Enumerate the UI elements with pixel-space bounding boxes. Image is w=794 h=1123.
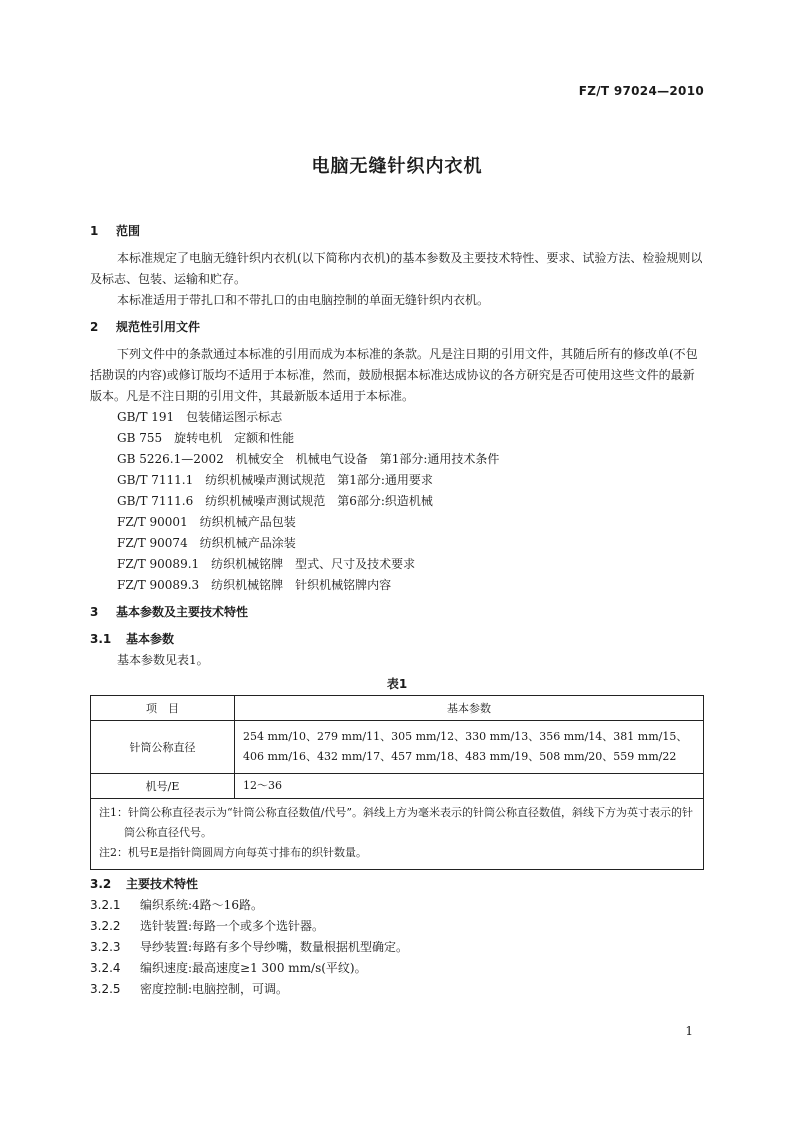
table-cell-value: 254 mm/10、279 mm/11、305 mm/12、330 mm/13、356 mm/14、381 mm/15、406 mm/16、432 mm/17、457 mm/18、483 mm/19、508 mm/20、559 mm/22 [235, 721, 704, 774]
page-number: 1 [685, 1024, 693, 1038]
item-text: 选针装置:每路一个或多个选针器。 [140, 919, 325, 933]
section-number: 3 [90, 605, 99, 619]
paragraph: 本标准规定了电脑无缝针织内衣机(以下简称内衣机)的基本参数及主要技术特性、要求、试验方法、检验规则以及标志、包装、运输和贮存。 [90, 251, 703, 286]
table-header-cell: 项 目 [91, 696, 235, 721]
parameters-table [90, 695, 704, 870]
item-number: 3.2.4 [90, 961, 121, 975]
reference-item: FZ/T 90089.3 纺织机械铭牌 针织机械铭牌内容 [117, 578, 392, 592]
document-title: 电脑无缝针织内衣机 [311, 156, 483, 177]
item-text: 密度控制:电脑控制，可调。 [140, 982, 289, 996]
section-number: 3.2 [90, 877, 112, 891]
list-item [90, 958, 704, 979]
list-item [90, 895, 704, 916]
section-3-2-heading [90, 874, 704, 895]
section-title: 基本参数 [126, 632, 175, 646]
section-title: 基本参数及主要技术特性 [116, 605, 249, 619]
reference-item: GB/T 7111.6 纺织机械噪声测试规范 第6部分:织造机械 [117, 494, 433, 508]
table-header-row [91, 696, 704, 721]
item-number: 3.2.1 [90, 898, 121, 912]
table-caption: 表1 [386, 677, 408, 691]
reference-item: FZ/T 90074 纺织机械产品涂装 [117, 536, 296, 550]
table-cell-label: 机号/E [91, 774, 235, 799]
section-3-1-heading [90, 629, 704, 650]
item-number: 3.2.3 [90, 940, 121, 954]
section-number: 2 [90, 320, 99, 334]
item-text: 编织速度:最高速度≥1 300 mm/s(平纹)。 [140, 961, 367, 975]
document-body [90, 221, 704, 1000]
table-row [91, 721, 704, 774]
table-header-cell: 基本参数 [235, 696, 704, 721]
item-number: 3.2.5 [90, 982, 121, 996]
paragraph: 基本参数见表1。 [117, 653, 209, 667]
reference-item: FZ/T 90089.1 纺织机械铭牌 型式、尺寸及技术要求 [117, 557, 416, 571]
reference-item: GB/T 191 包装储运图示标志 [117, 410, 283, 424]
paragraph: 下列文件中的条款通过本标准的引用而成为本标准的条款。凡是注日期的引用文件，其随后所有的修改单(不包括勘误的内容)或修订版均不适用于本标准，然而，鼓励根据本标准达成协议的各方研究是否可使用这些文件的最新版本。凡是不注日期的引用文件，其最新版本适用于本标准。 [90, 347, 698, 403]
table-note: 注2：机号E是指针筒圆周方向每英寸排布的织针数量。 [99, 846, 368, 859]
section-title: 规范性引用文件 [116, 320, 201, 334]
section-title: 主要技术特性 [126, 877, 199, 891]
section-number: 3.1 [90, 632, 112, 646]
item-text: 导纱装置:每路有多个导纱嘴，数量根据机型确定。 [140, 940, 409, 954]
reference-item: GB 5226.1—2002 机械安全 机械电气设备 第1部分:通用技术条件 [117, 452, 500, 466]
item-text: 编织系统:4路～16路。 [140, 898, 263, 912]
section-2-heading [90, 317, 704, 338]
section-number: 1 [90, 224, 99, 238]
list-item [90, 937, 704, 958]
table-notes [91, 799, 704, 870]
reference-item: GB/T 7111.1 纺织机械噪声测试规范 第1部分:通用要求 [117, 473, 433, 487]
document-code: FZ/T 97024—2010 [578, 84, 704, 98]
table-cell-value: 12～36 [235, 774, 704, 799]
list-item [90, 916, 704, 937]
paragraph: 本标准适用于带扎口和不带扎口的由电脑控制的单面无缝针织内衣机。 [117, 293, 490, 307]
item-number: 3.2.2 [90, 919, 121, 933]
table-note: 注1：针筒公称直径表示为“针筒公称直径数值/代号”。斜线上方为毫米表示的针筒公称直径数值，斜线下方为英寸表示的针筒公称直径代号。 [99, 806, 693, 839]
list-item [90, 979, 704, 1000]
reference-item: FZ/T 90001 纺织机械产品包装 [117, 515, 296, 529]
table-row [91, 774, 704, 799]
section-1-heading [90, 221, 704, 242]
table-cell-label: 针筒公称直径 [91, 721, 235, 774]
reference-item: GB 755 旋转电机 定额和性能 [117, 431, 295, 445]
section-title: 范围 [116, 224, 141, 238]
section-3-heading [90, 602, 704, 623]
table-notes-row [91, 799, 704, 870]
